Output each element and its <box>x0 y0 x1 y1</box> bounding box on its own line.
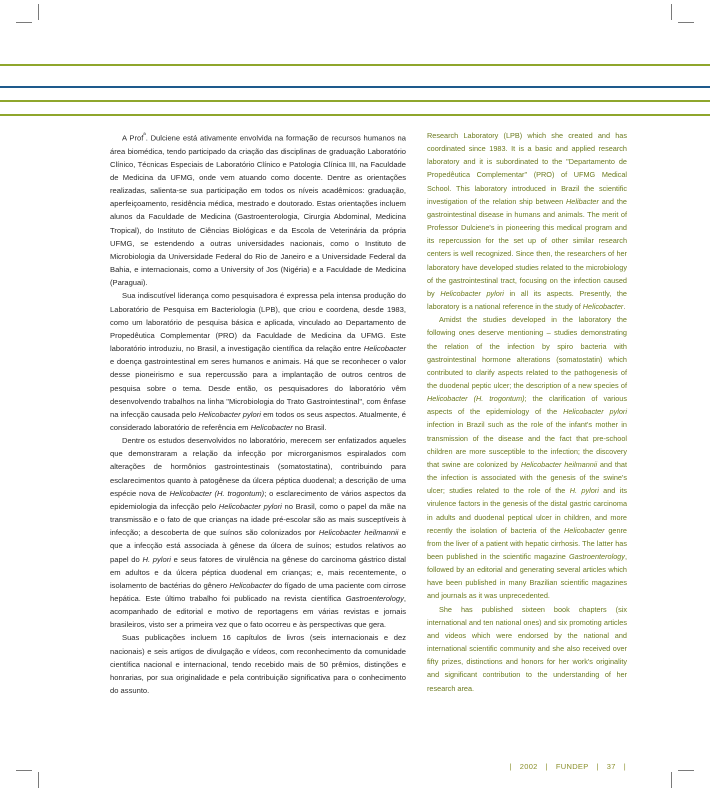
footer-year: 2002 <box>519 762 538 771</box>
header-rule-green <box>0 100 710 102</box>
crop-mark <box>671 4 672 20</box>
portuguese-text-column <box>110 129 406 697</box>
paragraph: Sua indiscutível liderança como pesquisadora é expressa pela intensa produção do Laboratório de Pesquisa em Bacteriologia (LPB), que criou e coordena, desde 1983, como um laboratório de pesquisa básica e aplicada, vinculado ao Departamento de Propedêutica Complementar (PRO) da Faculdade de Medicina da UFMG. Este laboratório introduziu, no Brasil, a investigação científica da relação entre Helicobacter e doença gastrointestinal em seres humanos e animais. Há que se reconhecer o valor desse pioneirismo e sua repercussão para a implantação de outros centros de pesquisa sobre o tema. Desde então, os pesquisadores do laboratório vêm desenvolvendo trabalhos na linha "Microbiologia do Trato Gastrointestinal", com ênfase na infecção causada pelo Helicobacter pylori em todos os seus aspectos. Atualmente, é considerado laboratório de referência em Helicobacter no Brasil. <box>110 291 406 432</box>
header-rule-green <box>0 64 710 66</box>
footer-separator: | <box>509 762 512 771</box>
crop-mark <box>678 22 694 23</box>
crop-mark <box>38 4 39 20</box>
paragraph: A Prof$^ª$. Dulciene está ativamente envolvida na formação de recursos humanos na área biomédica, tendo participado da criação das disciplinas de graduação Laboratório Clínico, Técnicas Especiais de Laboratório Clínico e Patologia Clínica III, na Faculdade de Medicina da UFMG, onde vem atuando como docente. Dentre as orientações realizadas, salienta-se sua participação em todos os níveis acadêmicos: graduação, aperfeiçoamento, residência médica, mestrado e doutorado. Estas orientações incluem alunos da Faculdade de Medicina (Gastroenterologia, Cirurgia Abdominal, Medicina Tropical), do Instituto de Ciências Biológicas e da Escola de Veterinária da própria UFMG, se estendendo a outras universidades nacionais, como o Instituto de Microbiologia da Universidade Federal do Rio de Janeiro e a Universidade Federal da Bahia, e internacionais, como a University of Jos (Nigéria) e a Faculdade de Medicina (Paraguai). <box>110 132 406 288</box>
crop-mark <box>16 770 32 771</box>
page-footer <box>506 762 630 771</box>
page-number: 37 <box>606 762 616 771</box>
english-text-column <box>427 129 627 695</box>
paragraph: Amidst the studies developed in the laboratory the following ones deserve mentioning – studies demonstrating the relation of the infection by spiro bacteria with gastrointestinal hormone alterations (somatostatin) which contributed to clarify aspects related to the pathogenesis of the duodenal peptic ulcer; the description of a new species of Helicobacter (H. trogontum); the clarification of various aspects of the epidemiology of the Helicobacter pylori infection in Brazil such as the role of the infant's mother in transmission of the disease and the fact that pre-school children are more susceptible to the infection; the discovery that swine are colonized by Helicobacter heilmannii and that the infection is associated with the genesis of the swine's ulcer; studies related to the role of the H. pylori and its virulence factors in the genesis of the distal gastric carcinoma in adults and duodenal peptical ulcer in children, and more recently the isolation of bacteria of the Helicobacter genre from the liver of a patient with hepatic cirrhosis. The latter has been published in the scientific magazine Gastroenterology, followed by an editorial and generating several articles which have been published in many Brazilian scientific magazines and journals as it was unprecedented. <box>427 315 628 601</box>
paragraph: She has published sixteen book chapters (six international and ten national ones) and six promoting articles and videos which were endorsed by the national and international scientific community and she also received over fifty prizes, distinctions and honors for her work's originality and significant contribution to the understanding of her research area. <box>427 604 627 693</box>
crop-mark <box>16 22 32 23</box>
footer-separator: | <box>596 762 599 771</box>
header-rule-blue <box>0 86 710 88</box>
crop-mark <box>671 772 672 788</box>
paragraph: Suas publicações incluem 16 capítulos de livros (seis internacionais e dez nacionais) e seis artigos de divulgação e vídeos, com reconhecimento da comunidade científica nacional e internacional, tendo recebido mais de 50 prêmios, distinções e honrarias, por sua originalidade e pela contribuição significativa para o conhecimento do assunto. <box>110 633 406 696</box>
crop-mark <box>678 770 694 771</box>
paragraph: Dentre os estudos desenvolvidos no laboratório, merecem ser enfatizados aqueles que demonstraram a relação da infecção por microrganismos espiralados com alterações de hormônios gastrointestinais (somatostatina), contribuindo para esclarecimentos quanto à patogênese da úlcera péptica duodenal; a descrição de uma espécie nova de Helicobacter (H. trogontum); o esclarecimento de vários aspectos da epidemiologia da infecção pelo Helicobacter pylori no Brasil, como o papel da mãe na transmissão e o fato de que crianças na idade pré-escolar são as mais susceptíveis à infecção; a descoberta de que suínos são colonizados por Helicobacter heilmannii e que a infecção está associada à gênese da úlcera de suínos; estudos relativos ao papel do H. pylori e seus fatores de virulência na gênese do carcinoma gástrico distal em adultos e da úlcera péptica duodenal em crianças; e, mais recentemente, o isolamento de bactérias do gênero Helicobacter do fígado de uma paciente com cirrose hepática. Este último trabalho foi publicado na revista científica Gastroenterology, acompanhado de editorial e motivo de reportagens em várias revistas e jornais brasileiros, visto ser a primeira vez que o fato ocorreu e às perspectivas que gera. <box>110 436 406 630</box>
header-rule-green <box>0 114 710 116</box>
crop-mark <box>38 772 39 788</box>
footer-separator: | <box>623 762 626 771</box>
footer-publisher: FUNDEP <box>555 762 589 771</box>
paragraph: Research Laboratory (LPB) which she created and has coordinated since 1983. It is a basic and applied research laboratory and it is subordinated to the "Departamento de Propedêutica Complementar" (PRO) of UFMG Medical School. This laboratory introduced in Brazil the scientific investigation of the relation ship between Helibacter and the gastrointestinal disease in humans and animals. The merit of Professor Dulciene's in pioneering this medical program and its repercussion for the set up of other similar research centers is well recognized. Since then, the researchers of her laboratory have developed studies related to the microbiology of the gastrointestinal tract, focusing on the infection caused by Helicobacter pylori in all its aspects. Presently, the laboratory is a national reference in the study of Helicobacter. <box>427 131 627 312</box>
footer-separator: | <box>545 762 548 771</box>
